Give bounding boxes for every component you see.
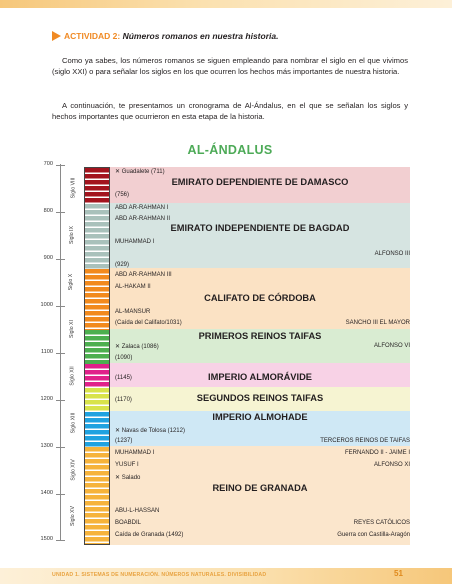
period-title-almoravide: IMPERIO ALMORÁVIDE: [208, 372, 312, 382]
event-1090: (1090): [115, 355, 133, 361]
century-label: Siglo IX: [68, 226, 75, 244]
page-number: 51: [394, 569, 403, 578]
top-decorative-band: [0, 0, 452, 8]
event-1237: (1237): [115, 438, 133, 444]
event-abd-ar-rahman-3: ABD AR-RAHMAN III: [115, 272, 172, 278]
event-caida-granada: Caída de Granada (1492): [115, 532, 184, 538]
axis-tick: [56, 259, 65, 260]
period-band-granada: [110, 446, 410, 545]
event-abd-ar-rahman-2: ABD AR-RAHMAN II: [115, 216, 171, 222]
event-navas-de-tolosa: ✕ Navas de Tolosa (1212): [115, 428, 185, 434]
event-929: (929): [115, 262, 130, 268]
period-title-bagdad: EMIRATO INDEPENDIENTE DE BAGDAD: [170, 223, 350, 233]
footer-unit-title: UNIDAD 1. SISTEMAS DE NUMERACIÓN. NÚMEROS NATURALES. DIVISIBILIDAD: [52, 572, 267, 578]
century-label: Siglo VIII: [70, 177, 77, 199]
year-label: 800: [43, 208, 53, 214]
bar-segment-taifas-1: [85, 330, 109, 364]
century-label: Siglo XIII: [70, 412, 77, 434]
bar-segment-taifas-2: [85, 388, 109, 412]
activity-title: Números romanos en nuestra historia.: [122, 31, 279, 41]
timeline-title: AL-ÁNDALUS: [187, 143, 273, 157]
bar-segment-bagdad: [85, 204, 109, 269]
event-zalaca: ✕ Zalaca (1086): [115, 344, 159, 350]
event-alfonso-11: ALFONSO XI: [373, 462, 410, 468]
event-1145: (1145): [115, 375, 132, 381]
triangle-bullet-icon: [52, 31, 61, 41]
event-reyes-catolicos: REYES CATÓLICOS: [353, 520, 410, 526]
year-label: 1500: [40, 536, 53, 542]
year-label: 1000: [40, 302, 53, 308]
year-label: 1300: [40, 443, 53, 449]
event-1170: (1170): [115, 397, 132, 403]
axis-tick: [56, 494, 65, 495]
bar-segment-almoravide: [85, 364, 109, 388]
period-title-damasco: EMIRATO DEPENDIENTE DE DAMASCO: [171, 177, 349, 187]
activity-heading: [52, 31, 278, 41]
event-terceros-taifas: TERCEROS REINOS DE TAIFAS: [320, 438, 410, 444]
year-label: 1400: [40, 490, 53, 496]
period-title-taifas-1: PRIMEROS REINOS TAIFAS: [198, 331, 322, 341]
bar-segment-cordoba: [85, 269, 109, 330]
century-label: Siglo XI: [68, 320, 75, 338]
event-yusuf-1: YUSUF I: [115, 462, 139, 468]
axis-tick: [56, 165, 65, 166]
axis-tick: [56, 447, 65, 448]
axis-tick: [56, 212, 65, 213]
period-title-granada: REINO DE GRANADA: [212, 483, 308, 493]
event-muhammad-i: MUHAMMAD I: [115, 450, 155, 456]
century-label: Siglo X: [68, 273, 75, 291]
event-salado: ✕ Salado: [115, 475, 141, 481]
event-al-mansur: AL-MANSUR: [115, 309, 151, 315]
event-756: (756): [115, 192, 130, 198]
event-fernando-jaime: FERNANDO II - JAIME I: [344, 450, 410, 456]
event-abu-l-hassan: ABU-L-HASSAN: [115, 508, 160, 514]
event-caida-califato: (Caída del Califato/1031): [115, 320, 182, 326]
activity-label: ACTIVIDAD 2:: [64, 31, 121, 41]
year-label: 900: [43, 255, 53, 261]
period-title-cordoba: CALIFATO DE CÓRDOBA: [204, 293, 316, 303]
intro-paragraph-1: Como ya sabes, los números romanos se siguen empleando para nombrar el siglo en el que vivimos (siglo XXI) o para señalar los siglos en los que ocurren los hechos más importantes de nuestra historia.: [52, 56, 408, 77]
year-label: 1200: [40, 396, 53, 402]
century-label: Siglo XV: [69, 506, 76, 526]
year-label: 700: [43, 161, 53, 167]
event-alfonso-6: ALFONSO VI: [373, 343, 410, 349]
century-label: Siglo XIV: [70, 459, 77, 481]
bar-segment-damasco: [85, 168, 109, 204]
century-label: Siglo XII: [69, 366, 76, 386]
axis-tick: [56, 353, 65, 354]
timeline-color-bar: [84, 167, 110, 545]
intro-paragraph-2: A continuación, te presentamos un cronograma de Al-Ándalus, en el que se señalan los siglos y hechos importantes que ocurrieron en esta etapa de la historia.: [52, 101, 408, 122]
axis-tick: [56, 540, 65, 541]
event-alfonso-3: ALFONSO III: [374, 251, 410, 257]
period-title-taifas-2: SEGUNDOS REINOS TAIFAS: [196, 393, 324, 403]
event-abd-ar-rahman-1: ABD AR-RAHMAN I: [115, 205, 169, 211]
event-guadalete: ✕ Guadalete (711): [115, 169, 165, 175]
bar-segment-granada: [85, 447, 109, 545]
period-band-bagdad: [110, 203, 410, 268]
event-boabdil: BOABDIL: [115, 520, 142, 526]
year-label: 1100: [40, 349, 53, 355]
event-sancho-3: SANCHO III EL MAYOR: [345, 320, 410, 326]
bar-segment-almohade: [85, 412, 109, 447]
event-muhammad-1: MUHAMMAD I: [115, 239, 155, 245]
period-title-almohade: IMPERIO ALMOHADE: [212, 412, 308, 422]
axis-tick: [56, 306, 65, 307]
event-guerra-castilla: Guerra con Castilla-Aragón: [337, 532, 410, 538]
axis-tick: [56, 400, 65, 401]
event-al-hakam-2: AL-HAKAM II: [115, 284, 151, 290]
